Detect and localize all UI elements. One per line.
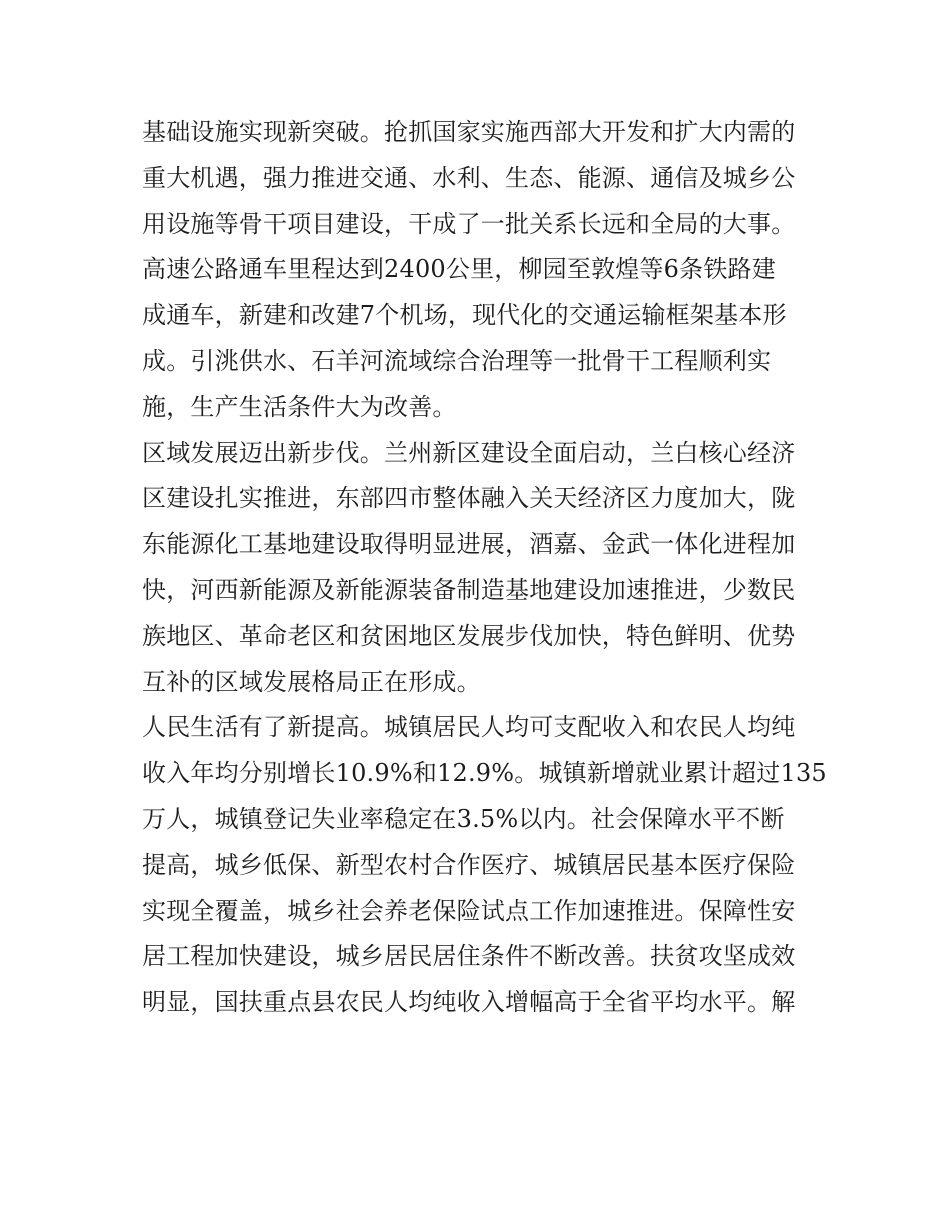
text-line: 居工程加快建设，城乡居民居住条件不断改善。扶贫攻坚成效 [142,942,796,971]
text-line: 施，生产生活条件大为改善。 [142,392,457,421]
text-line: 人民生活有了新提高。城镇居民人均可支配收入和农民人均纯 [142,713,796,742]
text-line: 用设施等骨干项目建设，干成了一批关系长远和全局的大事。 [142,209,796,238]
text-line: 实现全覆盖，城乡社会养老保险试点工作加速推进。保障性安 [142,896,796,925]
document-body [142,110,827,1026]
text-line: 明显，国扶重点县农民人均纯收入增幅高于全省平均水平。解 [142,988,796,1017]
text-line: 成通车，新建和改建7个机场，现代化的交通运输框架基本形 [142,301,787,330]
text-line: 基础设施实现新突破。抢抓国家实施西部大开发和扩大内需的 [142,118,796,146]
text-line: 提高，城乡低保、新型农村合作医疗、城镇居民基本医疗保险 [142,850,796,879]
text-line: 成。引洮供水、石羊河流域综合治理等一批骨干工程顺利实 [142,346,772,375]
text-line: 族地区、革命老区和贫困地区发展步伐加快，特色鲜明、优势 [142,621,796,650]
text-line: 高速公路通车里程达到2400公里，柳园至敦煌等6条铁路建 [142,255,776,284]
text-line: 区域发展迈出新步伐。兰州新区建设全面启动，兰白核心经济 [142,438,796,467]
text-line: 快，河西新能源及新能源装备制造基地建设加速推进，少数民 [142,575,796,604]
text-line: 收入年均分别增长10.9%和12.9%。城镇新增就业累计超过135 [142,759,827,788]
text-line: 万人，城镇登记失业率稳定在3.5%以内。社会保障水平不断 [142,804,785,833]
text-line: 互补的区域发展格局正在形成。 [142,667,481,696]
text-line: 区建设扎实推进，东部四市整体融入关天经济区力度加大，陇 [142,484,796,513]
text-line: 重大机遇，强力推进交通、水利、生态、能源、通信及城乡公 [142,163,796,192]
text-line: 东能源化工基地建设取得明显进展，酒嘉、金武一体化进程加 [142,530,796,559]
